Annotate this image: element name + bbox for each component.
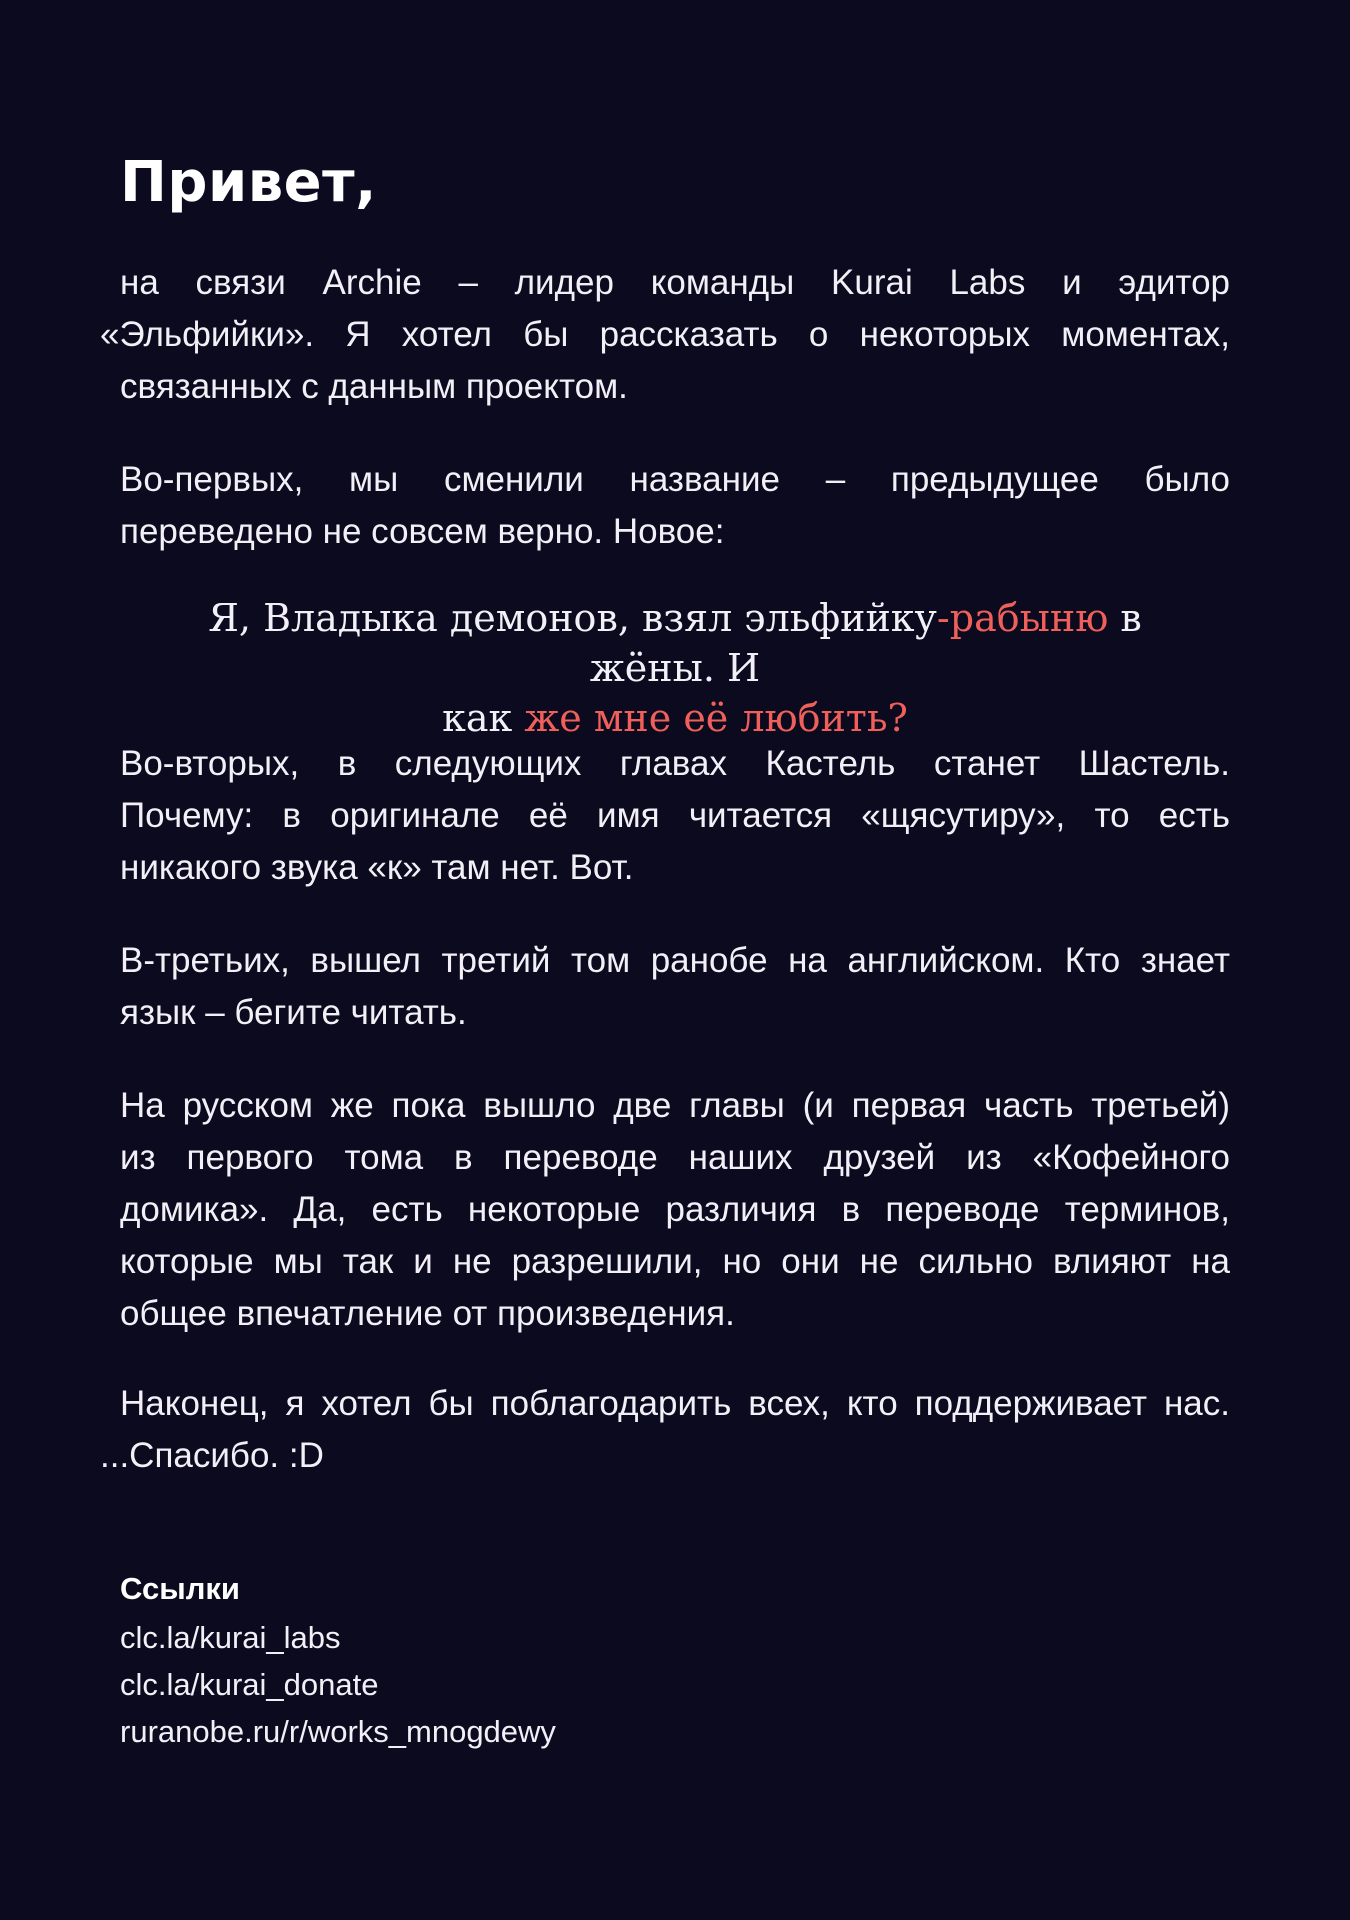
thanks-line: ...Спасибо. :D bbox=[100, 1436, 324, 1475]
fourth-point-line: На русском же пока вышло две главы (и первая часть третьей) bbox=[120, 1086, 1230, 1125]
quote-accent-text: -рабыню bbox=[936, 596, 1109, 640]
thanks-paragraph bbox=[100, 1378, 1230, 1482]
third-point-line: язык – бегите читать. bbox=[120, 993, 467, 1032]
first-point-paragraph bbox=[120, 454, 1230, 558]
link-item bbox=[120, 1708, 556, 1755]
quote-text: Я, Владыка демонов, взял эльфийку bbox=[208, 596, 937, 640]
new-title-quote bbox=[140, 593, 1210, 743]
quote-accent-text: же мне её любить? bbox=[524, 696, 908, 740]
intro-line: связанных с данным проектом. bbox=[120, 367, 628, 406]
greeting-heading: Привет, bbox=[120, 150, 377, 215]
thanks-line: Наконец, я хотел бы поблагодарить всех, кто поддерживает нас. bbox=[120, 1384, 1230, 1423]
quote-line bbox=[140, 593, 1210, 693]
kurai-labs-link[interactable]: clc.la/kurai_labs bbox=[120, 1620, 341, 1655]
fourth-point-line: которые мы так и не разрешили, но они не сильно влияют на bbox=[120, 1242, 1230, 1281]
intro-paragraph bbox=[100, 257, 1230, 413]
links-list bbox=[120, 1614, 556, 1755]
second-point-line: никакого звука «к» там нет. Вот. bbox=[120, 848, 634, 887]
first-point-line: переведено не совсем верно. Новое: bbox=[120, 512, 725, 551]
link-item bbox=[120, 1661, 556, 1708]
intro-line: «Эльфийки». Я хотел бы рассказать о некоторых моментах, bbox=[100, 315, 1230, 354]
quote-line bbox=[140, 693, 1210, 743]
fourth-point-line: общее впечатление от произведения. bbox=[120, 1294, 735, 1333]
third-point-paragraph bbox=[120, 935, 1230, 1039]
fourth-point-paragraph bbox=[120, 1080, 1230, 1340]
quote-text: как bbox=[442, 696, 525, 740]
fourth-point-line: домика». Да, есть некоторые различия в переводе терминов, bbox=[120, 1190, 1230, 1229]
quote-text: в жёны. И bbox=[589, 596, 1142, 690]
first-point-line: Во-первых, мы сменили название – предыдущее было bbox=[120, 460, 1230, 499]
links-heading: Ссылки bbox=[120, 1571, 240, 1606]
second-point-line: Во-вторых, в следующих главах Кастель станет Шастель. bbox=[120, 744, 1230, 783]
intro-line: на связи Archie – лидер команды Kurai Labs и эдитор bbox=[120, 263, 1230, 302]
third-point-line: В-третьих, вышел третий том ранобе на английском. Кто знает bbox=[120, 941, 1230, 980]
kurai-donate-link[interactable]: clc.la/kurai_donate bbox=[120, 1667, 379, 1702]
second-point-paragraph bbox=[120, 738, 1230, 894]
link-item bbox=[120, 1614, 556, 1661]
second-point-line: Почему: в оригинале её имя читается «щясутиру», то есть bbox=[120, 796, 1230, 835]
ruranobe-link[interactable]: ruranobe.ru/r/works_mnogdewy bbox=[120, 1714, 556, 1749]
fourth-point-line: из первого тома в переводе наших друзей из «Кофейного bbox=[120, 1138, 1230, 1177]
